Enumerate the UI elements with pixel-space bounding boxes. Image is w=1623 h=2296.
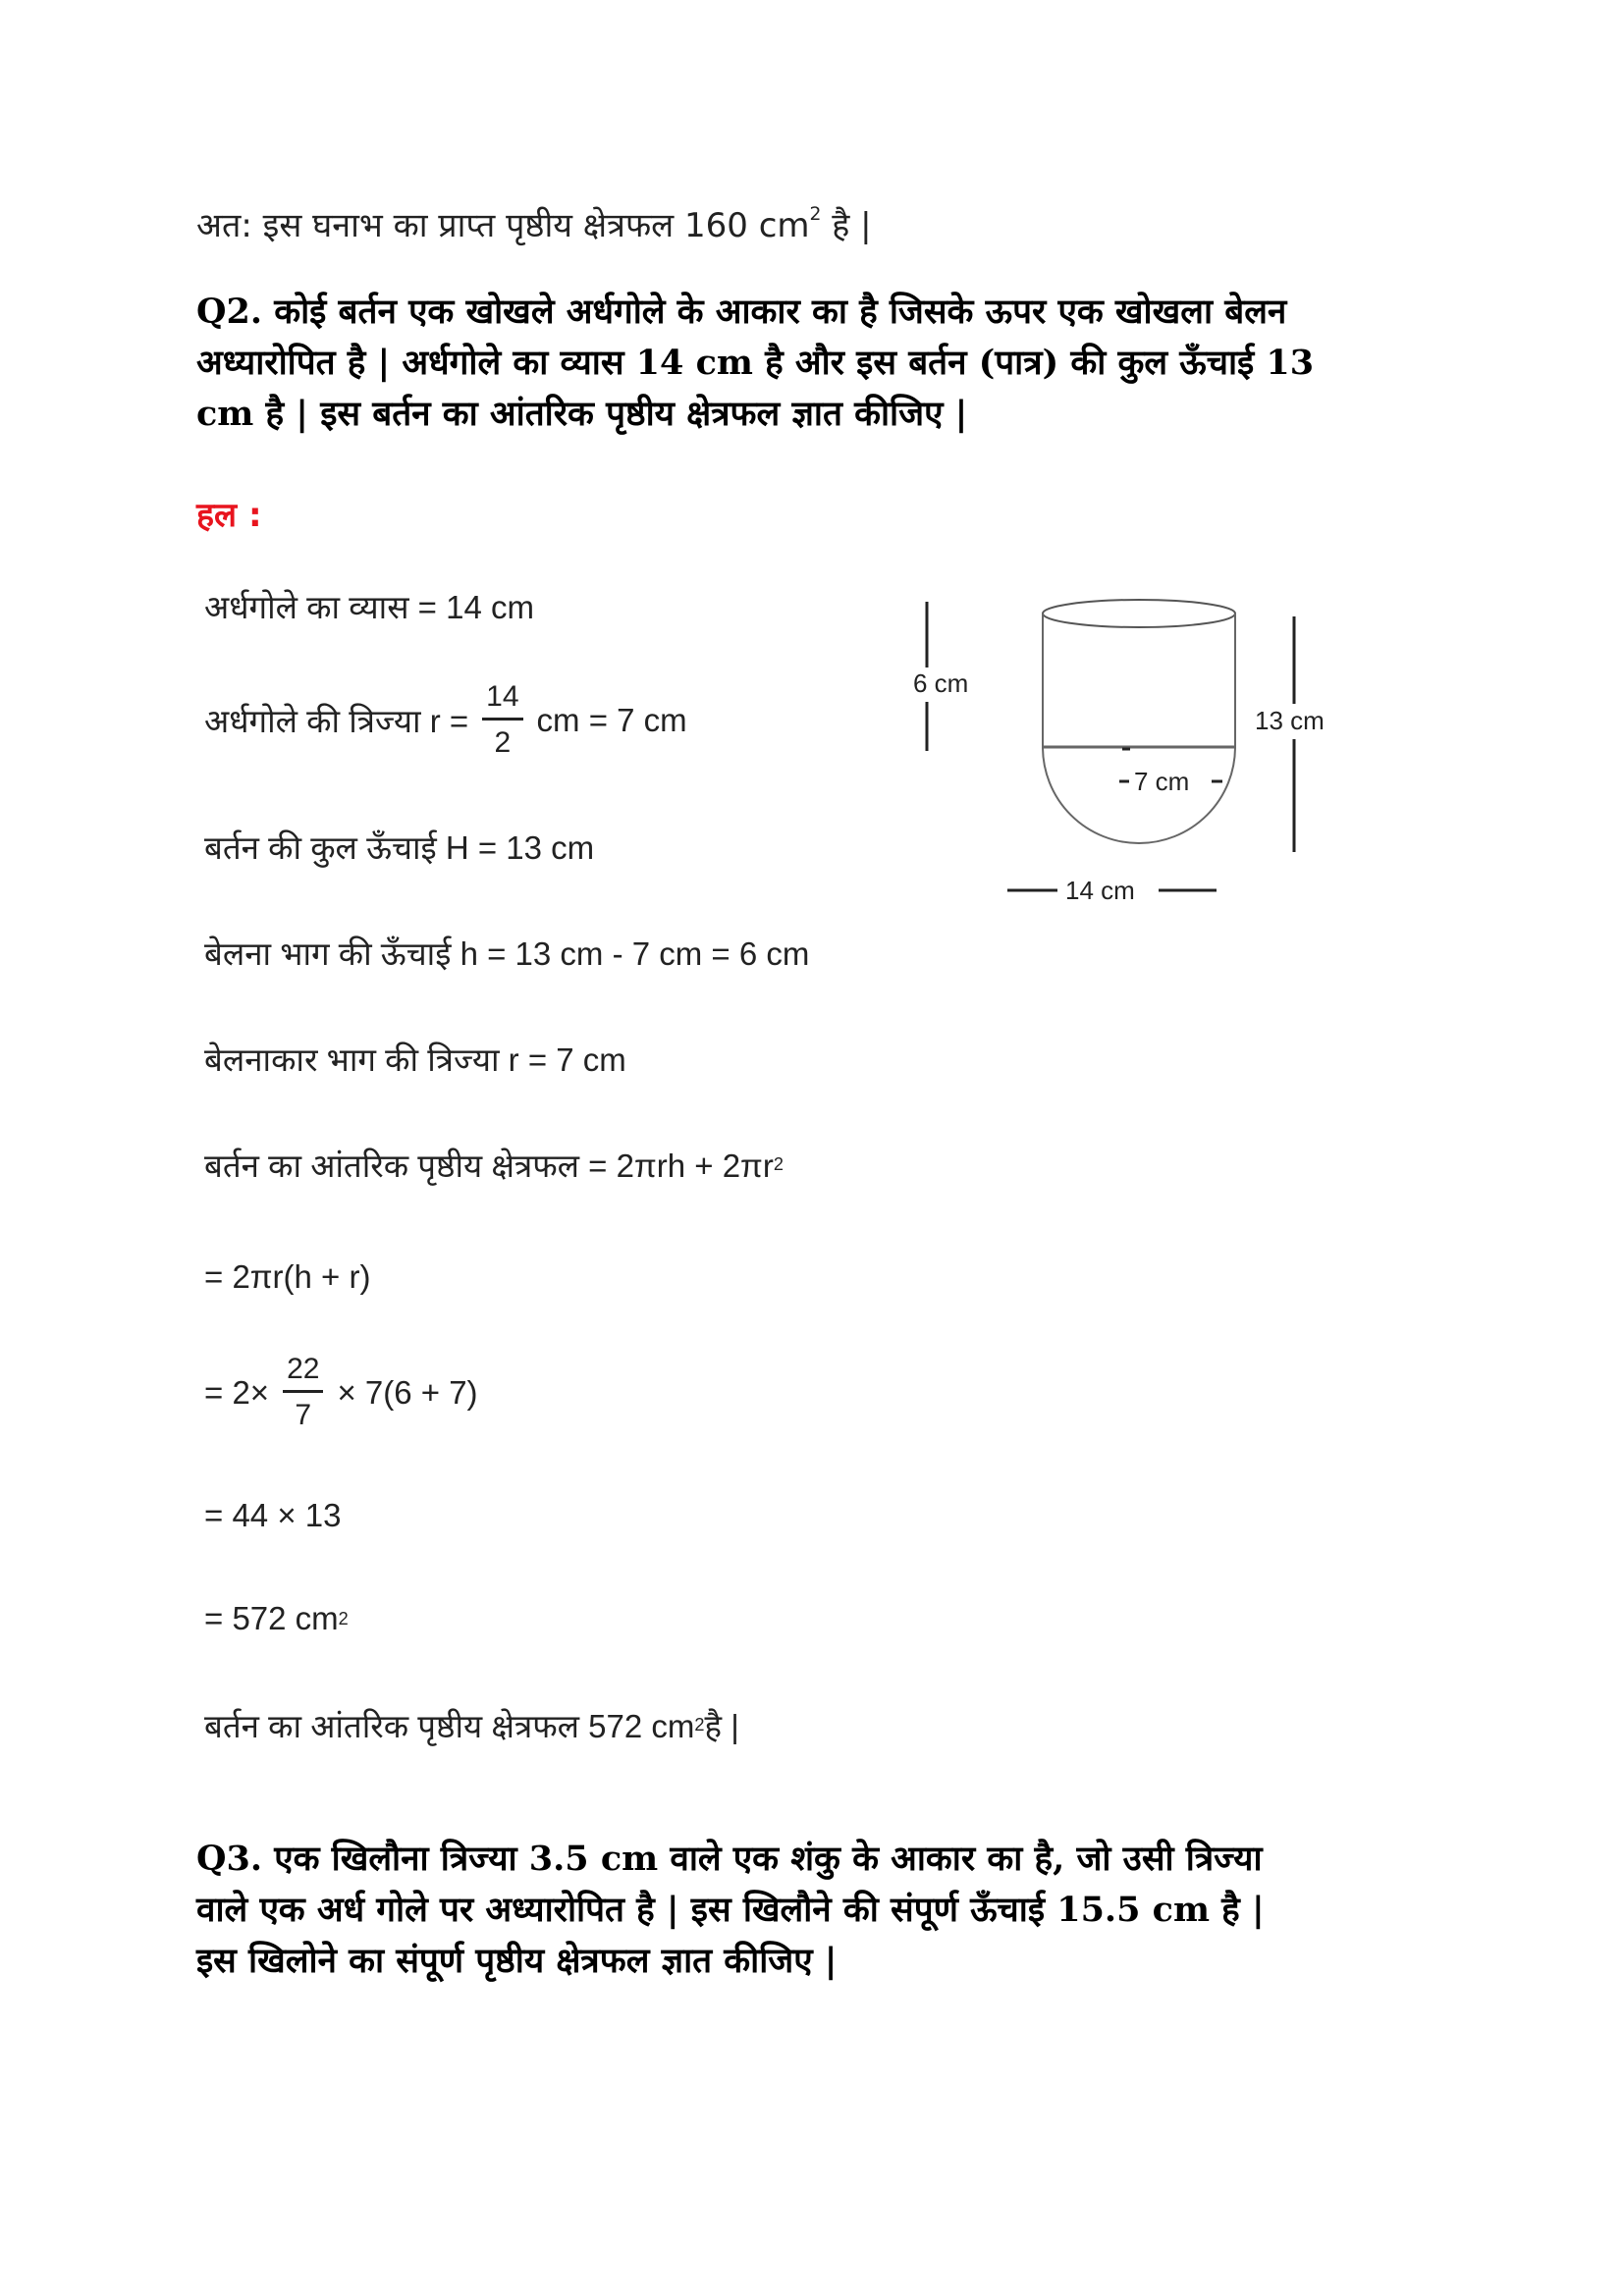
question-2 xyxy=(196,287,1492,440)
step-cylinder-radius: बेलनाकार भाग की त्रिज्या r = 7 cm xyxy=(204,1041,626,1078)
label-diameter: 14 cm xyxy=(1065,876,1135,905)
question-3 xyxy=(196,1834,1492,1987)
step-conclusion xyxy=(204,1703,739,1747)
pi-fraction xyxy=(283,1355,323,1430)
vessel-diagram xyxy=(908,584,1350,908)
solution-label: हल : xyxy=(196,496,262,535)
radius-prefix: अर्धगोले की त्रिज्या r = xyxy=(204,703,469,739)
step-result xyxy=(204,1600,349,1637)
question-2-line: cm है | इस बर्तन का आंतरिक पृष्ठीय क्षेत्रफल ज्ञात कीजिए | xyxy=(196,394,968,434)
radius-suffix: cm = 7 cm xyxy=(536,701,687,738)
hemisphere-cylinder-icon xyxy=(908,584,1350,908)
conclusion-text: बर्तन का आंतरिक पृष्ठीय क्षेत्रफल 572 cm xyxy=(204,1708,695,1744)
question-3-line: वाले एक अर्ध गोले पर अध्यारोपित है | इस खिलौने की संपूर्ण ऊँचाई 15.5 cm है | xyxy=(196,1890,1265,1930)
step-substitution xyxy=(204,1355,478,1430)
step-diameter: अर्धगोले का व्यास = 14 cm xyxy=(204,589,534,625)
csa-formula-text: बर्तन का आंतरिक पृष्ठीय क्षेत्रफल = 2πrh + 2πr xyxy=(204,1148,774,1184)
result-sup: 2 xyxy=(338,1608,349,1629)
subst-suffix: × 7(6 + 7) xyxy=(337,1373,478,1411)
step-factored: = 2πr(h + r) xyxy=(204,1258,371,1295)
conclusion-after: है | xyxy=(704,1708,739,1744)
fraction-numerator: 14 xyxy=(482,682,522,721)
question-3-line: Q3. एक खिलौना त्रिज्या 3.5 cm वाले एक शंकु के आकार का है, जो उसी त्रिज्या xyxy=(196,1839,1263,1879)
fraction-denominator: 7 xyxy=(295,1399,312,1431)
csa-formula-sup: 2 xyxy=(773,1154,784,1174)
subst-prefix: = 2× xyxy=(204,1373,270,1411)
step-product: = 44 × 13 xyxy=(204,1497,342,1533)
label-radius: 7 cm xyxy=(1134,767,1190,796)
step-total-height: बर्तन की कुल ऊँचाई H = 13 cm xyxy=(204,829,595,866)
intro-text: अत: इस घनाभ का प्राप्त पृष्ठीय क्षेत्रफल 160 cm xyxy=(196,206,810,245)
question-3-line: इस खिलोने का संपूर्ण पृष्ठीय क्षेत्रफल ज्ञात कीजिए | xyxy=(196,1941,838,1981)
step-radius xyxy=(204,682,687,758)
step-csa-formula xyxy=(204,1143,784,1187)
question-2-line: Q2. कोई बर्तन एक खोखले अर्धगोले के आकार का है जिसके ऊपर एक खोखला बेलन xyxy=(196,292,1287,332)
fraction-denominator: 2 xyxy=(494,726,512,759)
conclusion-sup: 2 xyxy=(694,1715,705,1735)
label-total-height: 13 cm xyxy=(1255,706,1325,735)
intro-text-after: है | xyxy=(821,206,872,245)
label-cylinder-height: 6 cm xyxy=(913,668,969,698)
radius-fraction xyxy=(482,682,522,758)
intro-conclusion xyxy=(196,201,872,246)
fraction-numerator: 22 xyxy=(283,1355,323,1393)
intro-sup: 2 xyxy=(809,204,822,226)
result-text: = 572 cm xyxy=(204,1600,339,1636)
step-cylinder-height: बेलना भाग की ऊँचाई h = 13 cm - 7 cm = 6 cm xyxy=(204,935,810,972)
question-2-line: अध्यारोपित है | अर्धगोले का व्यास 14 cm है और इस बर्तन (पात्र) की कुल ऊँचाई 13 xyxy=(196,343,1315,383)
